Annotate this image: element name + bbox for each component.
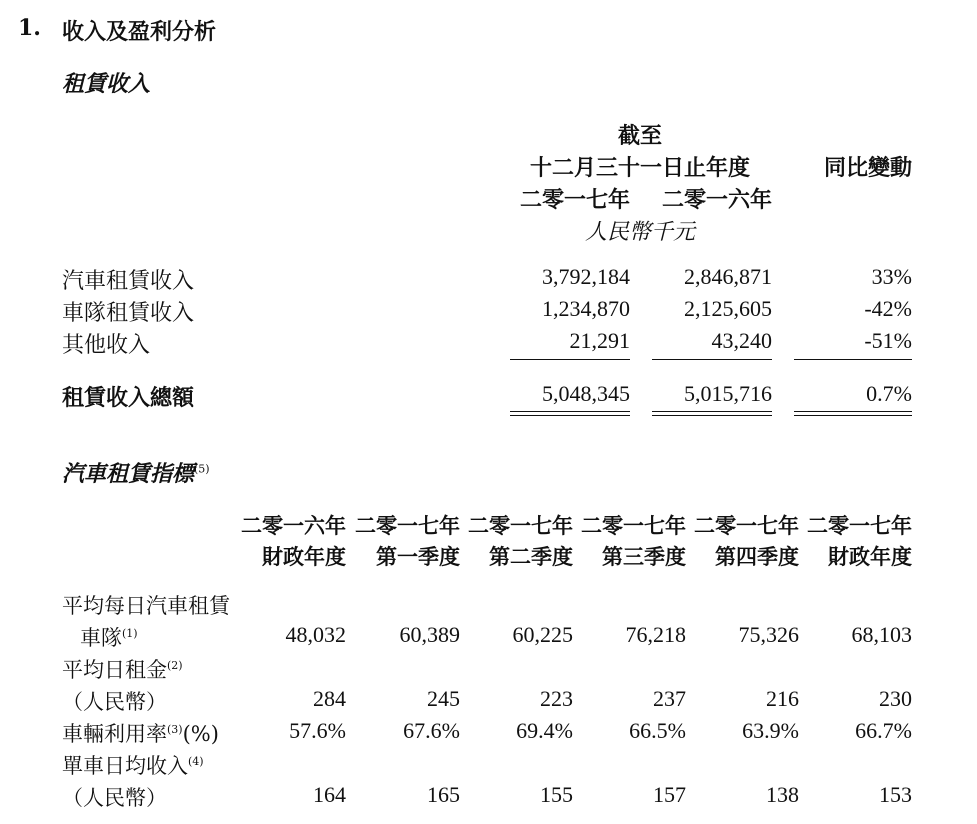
column-header-line2: 第三季度: [602, 544, 686, 569]
metric-value: 245: [427, 686, 460, 711]
year-2016-header: 二零一六年: [661, 187, 772, 213]
metric-value: 48,032: [285, 622, 346, 647]
unit-label: 人民幣千元: [584, 220, 695, 245]
metric-value: 75,326: [738, 622, 799, 647]
metric-value: 60,389: [399, 622, 460, 647]
column-header-line1: 二零一七年: [355, 513, 460, 538]
value-2016: 2,846,871: [684, 264, 772, 289]
metric-value: 153: [879, 782, 912, 807]
subtotal-rule: [510, 359, 630, 360]
metric-value: 223: [540, 686, 573, 711]
metric-value: 76,218: [625, 622, 686, 647]
rental-subtitle: 租賃收入: [62, 71, 151, 97]
column-header-line1: 二零一六年: [241, 513, 346, 538]
value-2017: 3,792,184: [542, 264, 630, 289]
metric-value: 157: [653, 782, 686, 807]
metric-value: 284: [313, 686, 346, 711]
metric-value: 230: [879, 686, 912, 711]
footnote-ref: (5): [194, 462, 210, 476]
row-label-text: 平均日租金: [62, 658, 167, 682]
metrics-subtitle-text: 汽車租賃指標: [62, 461, 195, 487]
column-header-line1: 二零一七年: [468, 513, 573, 538]
column-header-line2: 財政年度: [262, 544, 346, 569]
value-change: -51%: [864, 328, 912, 353]
row-label-suffix: (%): [182, 722, 219, 746]
total-double-rule: [510, 411, 630, 412]
row-label-text: 車隊: [80, 626, 122, 650]
year-2017-header: 二零一七年: [519, 187, 630, 213]
total-double-rule: [652, 415, 772, 416]
column-header-line2: 財政年度: [828, 544, 912, 569]
footnote-ref: (1): [122, 627, 138, 640]
row-label: 汽車租賃收入: [62, 269, 195, 294]
value-change: 33%: [871, 264, 912, 289]
row-label-line1: [62, 750, 204, 780]
metric-value: 164: [313, 782, 346, 807]
value-2016: 43,240: [711, 328, 772, 353]
value-2017: 21,291: [569, 328, 630, 353]
footnote-ref: (3): [167, 723, 183, 736]
column-header-line1: 二零一七年: [581, 513, 686, 538]
value-2017: 1,234,870: [542, 296, 630, 321]
row-label: 車隊租賃收入: [62, 301, 195, 326]
row-label-line1: 平均每日汽車租賃: [62, 594, 230, 618]
metric-value: 67.6%: [403, 718, 460, 743]
column-header-line2: 第二季度: [489, 544, 573, 569]
value-2016: 2,125,605: [684, 296, 772, 321]
total-2017: 5,048,345: [542, 381, 630, 406]
value-change: -42%: [864, 296, 912, 321]
metric-value: 155: [540, 782, 573, 807]
row-label-line2: （人民幣）: [62, 690, 167, 714]
metric-value: 216: [766, 686, 799, 711]
period-header-line2: 十二月三十一日止年度: [529, 155, 750, 181]
column-header-line2: 第一季度: [376, 544, 460, 569]
subtotal-rule: [652, 359, 772, 360]
column-header-line1: 二零一七年: [807, 513, 912, 538]
row-label-line1: [62, 654, 183, 684]
row-label-line1: [62, 718, 219, 748]
metric-value: 60,225: [512, 622, 573, 647]
row-label-line2: （人民幣）: [62, 786, 167, 810]
column-header-line2: 第四季度: [715, 544, 799, 569]
total-double-rule: [510, 415, 630, 416]
total-double-rule: [794, 411, 912, 412]
total-double-rule: [652, 411, 772, 412]
total-label: 租賃收入總額: [62, 385, 195, 411]
footnote-ref: (4): [188, 755, 204, 768]
section-number: 1.: [18, 15, 41, 41]
total-double-rule: [794, 415, 912, 416]
metric-value: 138: [766, 782, 799, 807]
metrics-subtitle: [62, 457, 210, 488]
section-title: 收入及盈利分析: [62, 19, 217, 45]
metric-value: 237: [653, 686, 686, 711]
metric-value: 63.9%: [742, 718, 799, 743]
metric-value: 66.5%: [629, 718, 686, 743]
metric-value: 68,103: [851, 622, 912, 647]
metric-value: 69.4%: [516, 718, 573, 743]
period-header-line1: 截至: [617, 123, 662, 149]
column-header-line1: 二零一七年: [694, 513, 799, 538]
change-header: 同比變動: [823, 155, 912, 181]
row-label-line2: [80, 622, 138, 652]
metric-value: 57.6%: [289, 718, 346, 743]
subtotal-rule: [794, 359, 912, 360]
row-label: 其他收入: [62, 333, 151, 358]
metric-value: 66.7%: [855, 718, 912, 743]
metric-value: 165: [427, 782, 460, 807]
total-2016: 5,015,716: [684, 381, 772, 406]
row-label-text: 單車日均收入: [62, 754, 188, 778]
row-label-text: 車輛利用率: [62, 722, 167, 746]
total-change: 0.7%: [866, 381, 912, 406]
footnote-ref: (2): [167, 659, 183, 672]
